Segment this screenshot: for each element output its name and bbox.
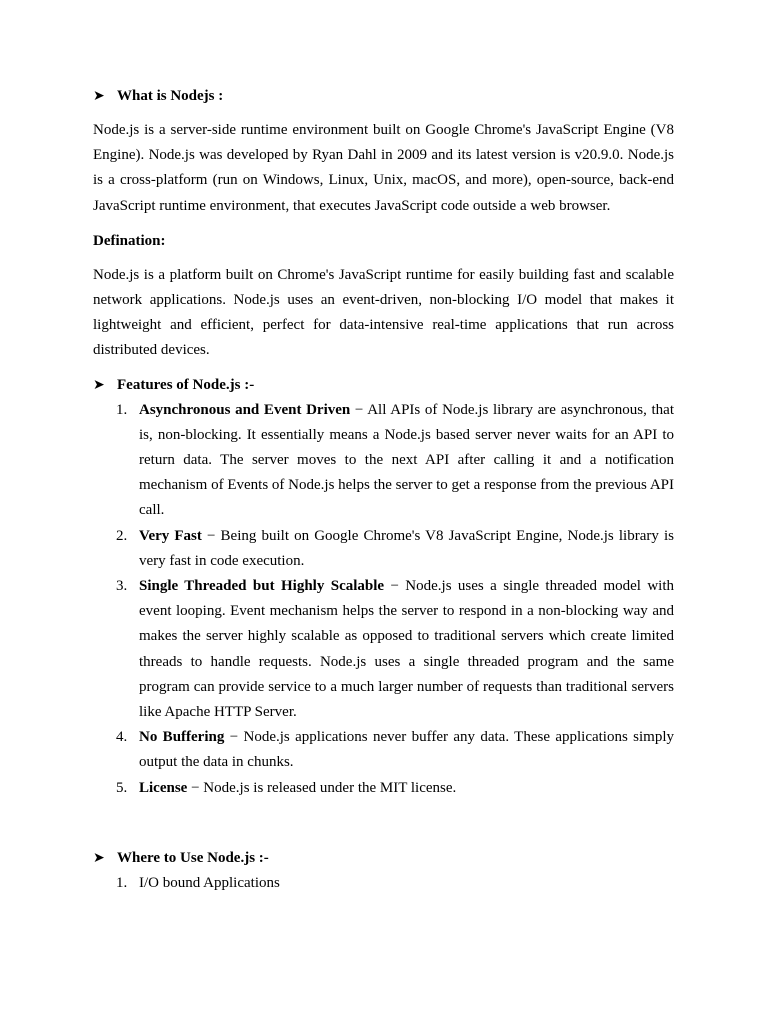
- definition-heading: Defination:: [93, 232, 166, 249]
- heading-text: Where to Use Node.js :-: [117, 849, 269, 866]
- arrowhead-bullet-icon: ➤: [93, 89, 105, 104]
- list-number: 2.: [116, 527, 128, 544]
- document-content: [93, 84, 674, 896]
- arrowhead-bullet-icon: ➤: [93, 377, 105, 393]
- paragraph-what-is-nodejs: Node.js is a server-side runtime environment built on Google Chrome's JavaScript Engine (V8 Engine). Node.js was developed by Ryan Dahl in 2009 and its latest version is v20.9.0. Node.js is a cross-platform (run on Windows, Linux, Unix, macOS, and more), open-source, back-end JavaScript runtime environment, that executes JavaScript code outside a web browser.: [93, 122, 674, 214]
- list-number: 3.: [116, 578, 128, 595]
- feature-term: Single Threaded but Highly Scalable: [139, 578, 385, 595]
- section-heading-features: [93, 373, 674, 398]
- list-item: [93, 725, 674, 775]
- heading-text: What is Nodejs :: [117, 88, 224, 104]
- feature-description: − Being built on Google Chrome's V8 JavaScript Engine, Node.js library is very fast in code execution.: [139, 527, 674, 569]
- feature-description: − All APIs of Node.js library are asynchronous, that is, non-blocking. It essentially means a Node.js based server never waits for an API to return data. The server moves to the next API after calling it and a notification mechanism of Events of Node.js helps the server to get a response from the previous API call.: [139, 401, 674, 519]
- feature-term: License: [139, 779, 188, 796]
- section-heading-where-to-use: [93, 846, 674, 871]
- where-to-use-list: [93, 871, 674, 896]
- list-item: [93, 398, 674, 524]
- feature-term: No Buffering: [139, 729, 225, 746]
- paragraph-definition: Node.js is a platform built on Chrome's JavaScript runtime for easily building fast and scalable network applications. Node.js uses an event-driven, non-blocking I/O model that makes it lightweight and efficient, perfect for data-intensive real-time applications that run across distributed devices.: [93, 266, 674, 359]
- feature-description: − Node.js applications never buffer any data. These applications simply output the data in chunks.: [139, 729, 675, 771]
- list-number: 4.: [116, 729, 128, 746]
- list-item: [93, 524, 674, 574]
- list-item: [93, 574, 674, 725]
- feature-description: − Node.js is released under the MIT license.: [187, 779, 457, 796]
- list-number: 5.: [116, 779, 128, 796]
- list-number: 1.: [116, 874, 128, 891]
- arrowhead-bullet-icon: ➤: [93, 850, 105, 866]
- list-item: [93, 776, 674, 801]
- list-item: [93, 871, 674, 896]
- feature-term: Asynchronous and Event Driven: [139, 401, 351, 418]
- list-number: 1.: [116, 401, 128, 418]
- list-item-text: I/O bound Applications: [139, 874, 280, 891]
- feature-description: − Node.js uses a single threaded model with event looping. Event mechanism helps the server to respond in a non-blocking way and makes the server highly scalable as opposed to traditional servers which create limited threads to handle requests. Node.js uses a single threaded program and the same program can provide service to a much larger number of requests than traditional servers like Apache HTTP Server.: [139, 578, 674, 721]
- section-heading-what-is-nodejs: [93, 84, 674, 109]
- feature-term: Very Fast: [139, 527, 202, 544]
- heading-text: Features of Node.js :-: [117, 376, 255, 393]
- features-list: [93, 398, 674, 801]
